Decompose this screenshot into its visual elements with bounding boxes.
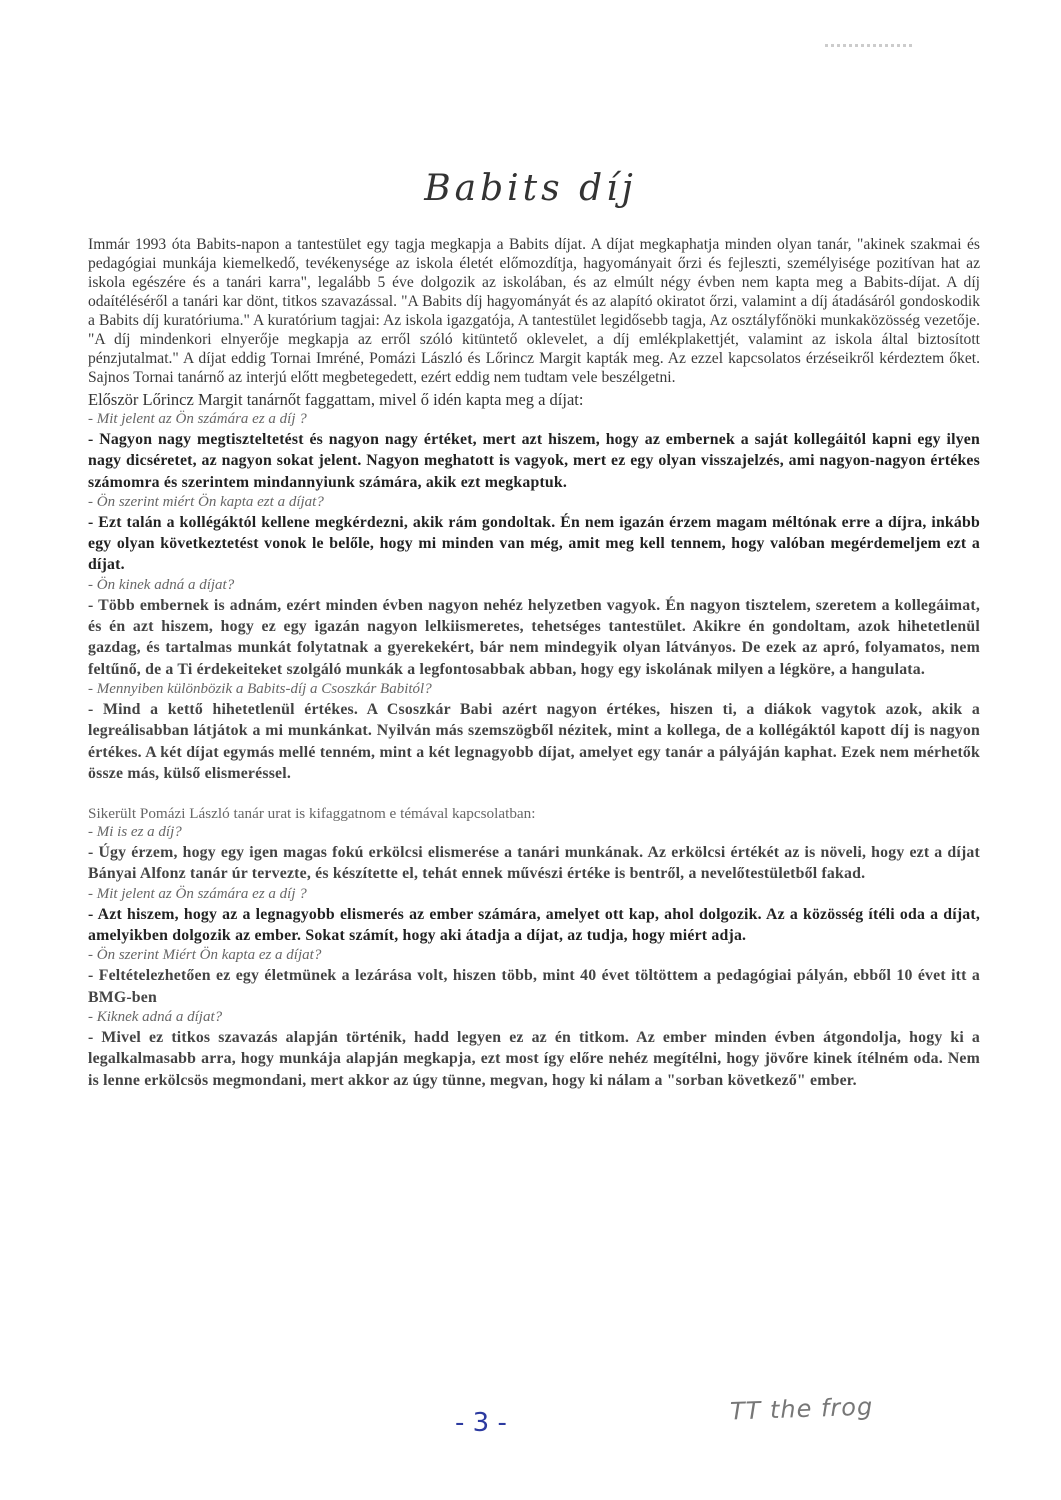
intro-paragraph: Immár 1993 óta Babits-napon a tantestület egy tagja megkapja a Babits díjat. A díjat megkaphatja minden olyan tanár, "akinek szakmai és pedagógiai munkája kiemelkedő, tevékenysége az iskola életét előmozdítja, hagyományait őrzi és fejleszti, személyisége pozitívan hat az iskola egészére és a tanári karra", legalább 5 éve dolgozik az iskolában, és az elmúlt négy évben nem kapta meg a Babits-díjat. A díj odaítéléséről a tanári kar dönt, titkos szavazással. "A Babits díj hagyományát és az alapító okiratot őrzi, valamint a díj átadásáról gondoskodik a Babits díj kuratóriuma." A kuratórium tagjai: Az iskola igazgatója, A tantestület legidősebb tagja, Az osztályfőnöki munkaközösség vezetője. "A díj mindenkori elnyerője megkapja az erről szóló kitüntető oklevelet, a díj emlékplakettjét, valamint az iskola által biztosított pénzjutalmat." A díjat eddig Tornai Imréné, Pomázi László és Lőrincz Margit kapták meg. Az ezzel kapcsolatos érzéseikről kérdeztem őket. Sajnos Tornai tanárnő az interjú előtt megbetegedett, ezért eddig nem tudtam vele beszélgetni. — [88, 236, 980, 386]
page-number: - 3 - — [455, 1408, 507, 1438]
answer-2-4: - Mivel ez titkos szavazás alapján történik, hadd legyen ez az én titkom. Az ember minden évben átgondolja, hogy ki a legalkalmasabb arra, hogy munkája alapján megkapja, ezt most így előre nehéz megítélni, hogy jövőre kinek ítélném oda. Nem is lenne erkölcsös megmondani, mert akkor az úgy tünne, megvan, hogy ki nálam a "sorban következő" ember. — [88, 1028, 980, 1089]
answer-2-1: - Úgy érzem, hogy egy igen magas fokú erkölcsi elismerése a tanári munkának. Az erkölcsi értékét az is növeli, hogy ezt a díjat Bányai Alfonz tanár úr tervezte, és készítette el, tehát ennek művészi értéke is bentről, a nevelőtestületből fakad. — [88, 844, 980, 883]
question-2-4: - Kiknek adná a díjat? — [88, 1008, 223, 1025]
interview-lead-2: Sikerült Pomázi László tanár urat is kifaggatnom e témával kapcsolatban: — [88, 805, 536, 823]
question-2-2: - Mit jelent az Ön számára ez a díj ? — [88, 885, 307, 902]
question-2-1: - Mi is ez a díj? — [88, 824, 182, 841]
question-1-2: - Ön szerint miért Ön kapta ezt a díjat? — [88, 493, 324, 510]
answer-2-2: - Azt hiszem, hogy az a legnagyobb elismerés az ember számára, amelyet ott kap, ahol dolgozik. Az a közösség ítéli oda a díjat, amelyikben dolgozik az ember. Sokat számít, hogy aki átadja a díjat, az tudja, hogy miért adja. — [88, 905, 980, 945]
question-1-4: - Mennyiben különbözik a Babits-díj a Csoszkár Babitól? — [88, 680, 432, 697]
answer-1-4: - Mind a kettő hihetetlenül értékes. A Csoszkár Babi azért nagyon értékes, hiszen ti, a diákok vagytok azok, akik a legreálisabban látjátok a mi munkánkat. Nyilván más szemszögből nézitek, mint a kollega, de a kollégáktól kapott díj is nagyon értékes. A két díjat egymás mellé tenném, mint a két legnagyobb díjat, amelyet egy tanár a pályáján kaphat. Ezek nem mérhetők össze más, külső elismeréssel. — [88, 700, 980, 782]
question-1-3: - Ön kinek adná a díjat? — [88, 576, 235, 593]
document-title: Babits díj — [424, 168, 637, 209]
handwritten-signature: TT the frog — [729, 1392, 874, 1426]
question-1-1: - Mit jelent az Ön számára ez a díj ? — [88, 411, 307, 427]
scan-artifact — [825, 44, 915, 47]
article-body — [88, 235, 980, 1091]
answer-1-2: - Ezt talán a kollégáktól kellene megkérdezni, akik rám gondoltak. Én nem igazán érzem magam méltónak erre a díjra, inkább egy olyan következtetést vonok le belőle, hogy mi minden van még, amit meg kell tennem, hogy valóban megérdemeljem ezt a díjat. — [88, 513, 980, 574]
interview-lead-1: Először Lőrincz Margit tanárnőt faggattam, mivel ő idén kapta meg a díjat: — [88, 390, 584, 409]
question-2-3: - Ön szerint Miért Ön kapta ez a díjat? — [88, 947, 322, 964]
answer-2-3: - Feltételezhetően ez egy életmünek a lezárása volt, hiszen több, mint 40 évet töltöttem a pedagógiai pályán, ebből 10 évet itt a BMG-ben — [88, 967, 980, 1006]
answer-1-1: - Nagyon nagy megtiszteltetést és nagyon nagy értéket, mert azt hiszem, hogy az embernek a saját kollegáitól kapni egy ilyen nagy dicséretet, az nagyon sokat jelent. Nagyon meghatott is vagyok, mert ez egy olyan visszajelzés, ami nagyon-nagyon értékes számomra és szerintem mindannyiunk számára, akik ezt megkaptuk. — [88, 431, 980, 491]
answer-1-3: - Több embernek is adnám, ezért minden évben nagyon nehéz helyzetben vagyok. Én nagyon tisztelem, szeretem a kollegáimat, és én azt hiszem, hogy ez egy igazán nagyon lelkiismeretes, tehetséges tantestület. Akikre én gondoltam, azok hihetetlenül gazdag, és tartalmas munkát folytatnak a gyerekekért, bár nem mindegyik olyan látványos. De ezek az apró, folyamatos, nem feltűnő, de a Ti érdekeiteket szolgáló munkák a legfontosabbak abban, hogy egy iskolának milyen a légköre, a hangulata. — [88, 596, 980, 678]
